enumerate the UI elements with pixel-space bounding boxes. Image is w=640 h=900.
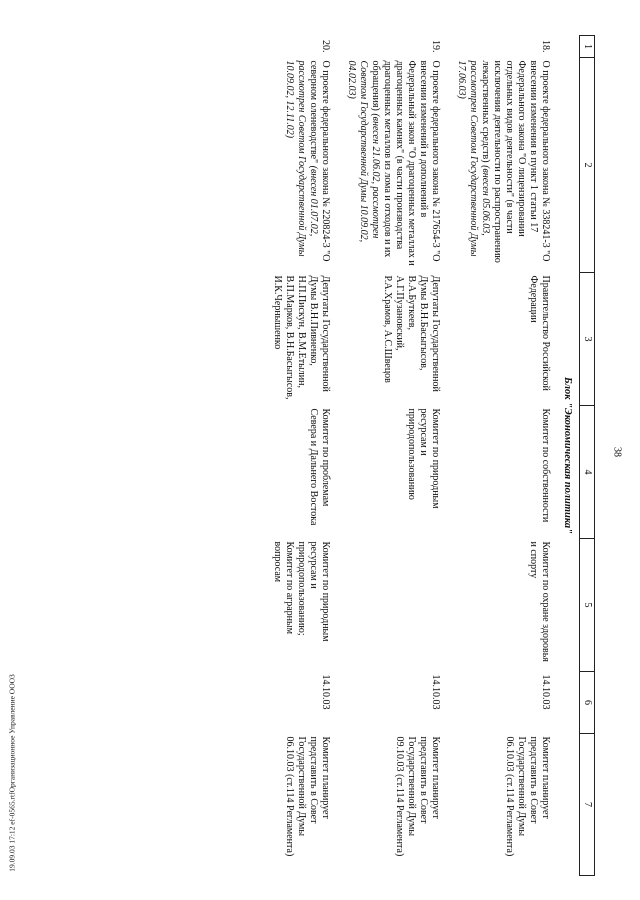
document-sheet xyxy=(40,35,595,875)
remark: Комитет планирует представить в Совет Государственной Думы 06.10.03 (ст.114 Регламента) xyxy=(504,736,552,857)
block-title: Блок "Экономическая политика" xyxy=(562,376,573,535)
remark: Комитет планирует представить в Совет Государственной Думы 09.10.03 (ст.114 Регламента) xyxy=(394,736,442,857)
print-footer: 19.09.03 17:12 ef-0565.rtfOрганизационное Управление ООО3 xyxy=(7,674,17,872)
bill-status-note: (внесен 05.06.03, рассмотрен Советом Государственной Думы 17.06.03) xyxy=(456,60,492,257)
remark: Комитет планирует представить в Совет Государственной Думы 06.10.03 (ст.114 Регламента) xyxy=(284,736,332,857)
review-date: 14.10.03 xyxy=(430,674,442,710)
row-number: 20. xyxy=(320,40,332,53)
column-number-header xyxy=(580,36,595,876)
header-cell: 6 xyxy=(580,672,595,734)
header-cell: 3 xyxy=(580,273,595,406)
bill-title: О проекте федерального закона № 220824-3 "О северном оленеводстве" xyxy=(308,60,332,262)
initiator: Депутаты Государственной Думы В.Н.Басыгысов, В.А.Буткеев, А.Г.Пузановский, Р.А.Храмов, А.С.Швецов xyxy=(382,275,442,392)
bill-status-note: (внесен 01.07.02, рассмотрен Советом Государственной Думы 10.09.02, 12.11.02) xyxy=(284,60,320,257)
co-committee: Комитет по природным ресурсам и природопользованию; Комитет по аграрным вопросам xyxy=(272,541,332,642)
initiator: Депутаты Государственной Думы В.Н.Пивненко, Н.П.Пискун, В.М.Етылин, В.П.Марков, В.Н.Басыгысов, И.К.Чернышенко xyxy=(272,275,332,400)
bill-status-note: (внесен 21.06.02, рассмотрен Советом Государственной Думы 10.09.02, 04.02.03) xyxy=(346,60,382,243)
table-row xyxy=(445,36,555,876)
bill-description xyxy=(335,58,445,273)
agenda-table xyxy=(261,35,595,876)
responsible-committee: Комитет по проблемам Севера и Дальнего Востока xyxy=(308,408,332,526)
co-committee: Комитет по охране здоровья и спорту xyxy=(528,541,552,662)
header-cell: 4 xyxy=(580,406,595,539)
table-row xyxy=(261,36,335,876)
header-cell: 5 xyxy=(580,539,595,672)
review-date: 14.10.03 xyxy=(320,674,332,710)
bill-description xyxy=(445,58,555,273)
review-date: 14.10.03 xyxy=(540,674,552,710)
bill-title: О проекте федерального закона № 338241-3 "О внесении изменения в пункт 1 статьи 17 Федерального закона "О лицензировании отдельных видов деятельности" (в части исключения деятельности по распространению лекарственных средств) xyxy=(480,60,552,263)
responsible-committee: Комитет по природным ресурсам и природопользованию xyxy=(406,408,442,509)
co-committee xyxy=(335,539,445,672)
bill-description xyxy=(261,58,335,273)
header-cell: 7 xyxy=(580,734,595,876)
header-cell: 1 xyxy=(580,36,595,58)
header-cell: 2 xyxy=(580,58,595,273)
row-number: 19. xyxy=(430,40,442,53)
page-number: 38 xyxy=(611,447,623,457)
table-row xyxy=(335,36,445,876)
row-number: 18. xyxy=(540,40,552,53)
responsible-committee: Комитет по собственности xyxy=(540,408,552,523)
bill-title: О проекте федерального закона № 217654-3 "О внесении изменений и дополнений в Федеральный закон "О драгоценных металлах и драгоценных камнях" (в части производства драгоценных металлов из лома и отходов и их обращения) xyxy=(370,60,442,266)
initiator: Правительство Российской Федерации xyxy=(528,275,552,391)
